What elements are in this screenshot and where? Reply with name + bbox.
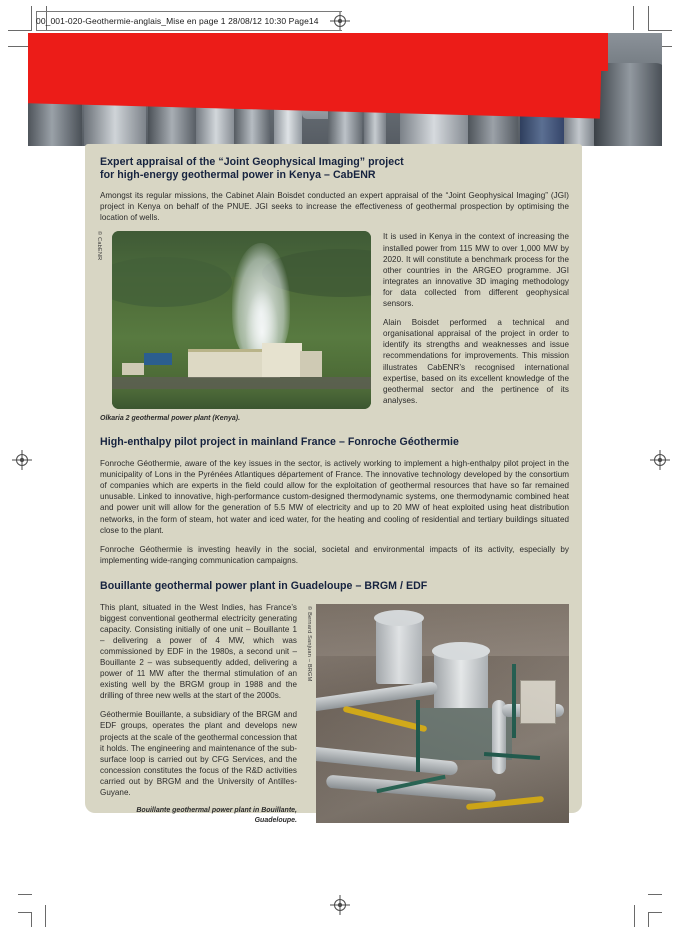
content-panel (85, 144, 582, 824)
section-kenya-heading-line2: for high-energy geothermal power in Kenya – CabENR (100, 168, 376, 181)
page-slug-text: 00_001-020-Geothermie-anglais_Mise en page 1 28/08/12 10:30 Page14 (36, 16, 319, 26)
registration-mark-right (650, 450, 670, 470)
bouillante-caption-line1: Bouillante geothermal power plant in Bouillante, (136, 807, 297, 815)
section-fonroche-para1: Fonroche Géothermie, aware of the key issues in the sector, is actively working to implement a high-enthalpy pilot project in the municipality of Lons in the Pyrénées Atlantiques département of France. The innovative technology developed by the consortium of companies which are experts in the field could allow for the exploitation of geothermal resources that have so far remained unusable. Linked to innovative, high-performance custom-designed thermodynamic systems, one thermodynamic combined heat and power unit will allow for the generation of 5.5 MW of electricity and up to 20 MW of heat exploited using heat distribution networks, in the form of steam, hot water and iced water, for the heating and cooling of residential and tertiary buildings situated close to the plant. (100, 459, 569, 535)
banner-photo-image (28, 33, 662, 146)
section-kenya-intro: Amongst its regular missions, the Cabinet Alain Boisdet conducted an expert appraisal of the “Joint Geophysical Imaging” (JGI) project in Kenya on behalf of the PNUE. JGI seeks to increase the effectiveness of geothermal prospection by optimising the location of wells. (100, 191, 569, 223)
crop-mark-bottom-left-corner-v (31, 912, 32, 927)
crop-mark-top-left-corner-h (8, 30, 32, 31)
crop-mark-bottom-left-corner-h (18, 912, 32, 913)
section-bouillante (100, 580, 569, 825)
section-bouillante-heading: Bouillante geothermal power plant in Guadeloupe – BRGM / EDF (100, 579, 428, 592)
registration-mark-bottom-center (330, 895, 350, 915)
bouillante-figure (307, 604, 569, 823)
bouillante-photo-image (316, 604, 569, 823)
bouillante-left-column-text (100, 602, 297, 826)
section-kenya-figure-and-text (96, 231, 569, 409)
kenya-caption: Olkaria 2 geothermal power plant (Kenya). (100, 415, 241, 423)
section-kenya-para1: It is used in Kenya in the context of increasing the installed power from 115 MW to over 1,000 MW by 2020. It will constitute a benchmark process for the other countries in the ARGEO programme. JGI integrates an innovative 3D imaging methodology for data collected from different geophysical sensors. (383, 232, 569, 309)
crop-mark-bottom-right-horizontal (648, 894, 662, 895)
crop-mark-top-right-corner-h (648, 30, 672, 31)
section-fonroche-heading: High-enthalpy pilot project in mainland France – Fonroche Géothermie (100, 436, 459, 449)
registration-mark-left (12, 450, 32, 470)
kenya-right-column-text (383, 231, 569, 405)
crop-mark-top-right-corner-v (648, 6, 649, 31)
crop-mark-bottom-right-corner-v (648, 912, 649, 927)
crop-mark-top-left-corner-v (31, 6, 32, 31)
section-bouillante-para2: Géothermie Bouillante, a subsidiary of the BRGM and EDF groups, operates the plant and develops new projects at the scale of the geothermal concession that it holds. The engineering and maintenance of the sub-surface loop is carried out by CFG Services, and the concession constitutes the focus of the R&D activities carried out by BRGM and the University of Antilles-Guyane. (100, 710, 297, 797)
crop-mark-bottom-left-vertical (45, 905, 46, 927)
crop-mark-top-left-horizontal (8, 46, 30, 47)
section-fonroche (100, 436, 569, 565)
crop-mark-top-right-vertical (633, 6, 634, 30)
crop-mark-bottom-right-vertical (634, 905, 635, 927)
crop-mark-bottom-left-horizontal (18, 894, 32, 895)
slug-rule-bottom (36, 30, 342, 31)
section-fonroche-para2: Fonroche Géothermie is investing heavily in the social, societal and environmental impacts of its activity, especially by implementing wide-ranging communication campaigns. (100, 544, 569, 565)
banner-photo-industrial-piping (28, 33, 662, 146)
section-kenya-heading-line1: Expert appraisal of the “Joint Geophysical Imaging” project (100, 156, 404, 168)
kenya-photo-credit: © CabENR (96, 231, 102, 261)
bouillante-photo-credit: © Bernard Sanjuan – BRGM (306, 605, 312, 681)
kenya-figure (96, 231, 371, 409)
kenya-photo-image (112, 231, 371, 409)
bouillante-caption-line2: Guadeloupe. (254, 816, 297, 824)
section-kenya (96, 156, 569, 423)
section-bouillante-para1: This plant, situated in the West Indies, has France’s biggest conventional geothermal electricity generating capacity. Consisting initially of one unit – Bouillante 1 – delivering a power of 4 MW, which was commissioned by EDF in the 1980s, a second unit – Bouillante 2 – was subsequently added, delivering a power of 11 MW after the thermal stimulation of an existing well by the BRGM group in 1988 and the drilling of three new wells at the start of the 2000s. (100, 602, 297, 701)
bouillante-caption (100, 806, 297, 825)
crop-mark-bottom-right-corner-h (648, 912, 662, 913)
section-kenya-heading (100, 156, 569, 181)
section-kenya-para2: Alain Boisdet performed a technical and organisational appraisal of the project in order to identify its strengths and weaknesses and issue recommendations for improvements. This mission illustrates CabENR’s recognised international expertise, based on its excellent knowledge of the geothermal sector and the pertinence of its analyses. (383, 318, 569, 405)
